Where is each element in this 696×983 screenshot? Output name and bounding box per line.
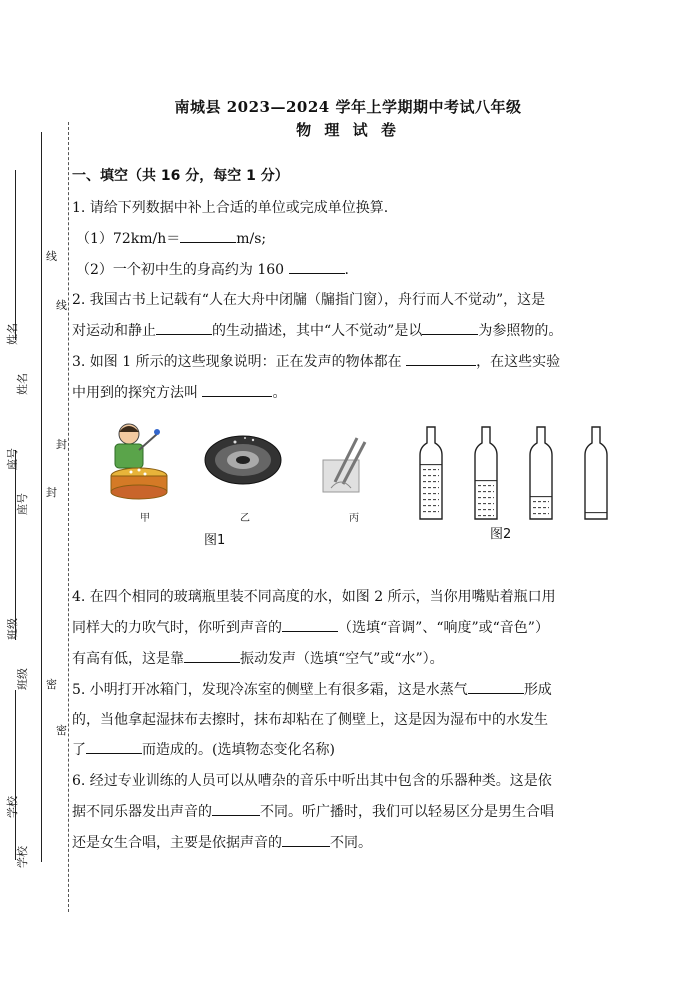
q6-line3 — [72, 828, 372, 859]
answer-blank[interactable] — [468, 679, 524, 694]
q1-part1-text: （1）72km/h＝ — [76, 231, 181, 247]
answer-blank[interactable] — [282, 832, 330, 847]
q1-part1 — [76, 224, 266, 255]
seal-char-line-2: 线 — [56, 299, 67, 312]
seat-label-2: 座号 — [16, 493, 29, 515]
class-label: 班级 — [6, 618, 19, 640]
q2-line2-a: 对运动和静止 — [72, 323, 156, 339]
binding-solid-line — [41, 132, 42, 862]
figure-1 — [95, 420, 395, 520]
answer-blank[interactable] — [180, 228, 236, 243]
q4-line3-a: 有高有低，这是靠 — [72, 651, 184, 667]
q1-part2-end: . — [344, 262, 349, 278]
q1-part2 — [76, 255, 349, 286]
binding-dashed-line — [68, 122, 69, 912]
bottle-1 — [420, 427, 442, 519]
q6-line2-a: 据不同乐器发出声音的 — [72, 804, 212, 820]
fig2-caption: 图2 — [490, 527, 512, 542]
q6-line3-b: 不同。 — [330, 835, 372, 851]
fig1-label-bing: 丙 — [349, 513, 359, 524]
seal-char-seal-2: 封 — [46, 486, 57, 499]
q6-line1: 6. 经过专业训练的人员可以从嘈杂的音乐中听出其中包含的乐器种类。这是依 — [72, 773, 552, 789]
name-label-2: 姓名 — [16, 373, 29, 395]
bottle-water — [475, 481, 497, 519]
seal-char-secret: 密 — [46, 678, 57, 691]
q4-line2-a: 同样大的力吹气时，你听到声音的 — [72, 620, 282, 636]
name-label: 姓名 — [6, 323, 19, 345]
boy-drum-illustration — [111, 424, 167, 499]
q2-line2-b: 的生动描述，其中“人不觉动”是以 — [212, 323, 423, 339]
section-heading: 一、填空（共 16 分，每空 1 分） — [72, 168, 289, 184]
tuning-fork-illustration — [323, 438, 365, 492]
q3-line1 — [72, 347, 560, 378]
answer-blank[interactable] — [184, 648, 240, 663]
bottle-water — [420, 465, 442, 519]
seat-label: 座号 — [6, 448, 19, 470]
q4-line3 — [72, 644, 444, 675]
q4-line2 — [72, 613, 549, 644]
bottle-water — [585, 513, 607, 519]
name-write-line — [15, 170, 16, 340]
answer-blank[interactable] — [202, 382, 272, 397]
q3-line1-b: ，在这些实验 — [476, 354, 561, 370]
q4-line2-b: （选填“音调”、“响度”或“音色”） — [338, 620, 549, 636]
q1-part1-unit: m/s; — [236, 231, 267, 247]
q1-stem: 1. 请给下列数据中补上合适的单位或完成单位换算. — [72, 200, 389, 216]
q3-line2-a: 中用到的探究方法叫 — [72, 385, 198, 401]
q3-line1-a: 3. 如图 1 所示的这些现象说明：正在发声的物体都在 — [72, 354, 402, 370]
q5-line3-a: 了 — [72, 742, 86, 758]
q3-line2-b: 。 — [272, 385, 287, 401]
bottle-4 — [585, 427, 607, 519]
speaker-illustration — [205, 436, 281, 484]
exam-subtitle: 物 理 试 卷 — [296, 121, 400, 139]
q5-line3-b: 而造成的。(选填物态变化名称) — [142, 742, 335, 758]
figure-2 — [410, 425, 620, 525]
q5-line2: 的，当他拿起湿抹布去擦时，抹布却粘在了侧壁上，这是因为湿布中的水发生 — [72, 712, 548, 728]
fig1-caption: 图1 — [204, 533, 226, 548]
answer-blank[interactable] — [212, 801, 260, 816]
answer-blank[interactable] — [406, 351, 476, 366]
q3-line2 — [72, 378, 286, 409]
q2-line2 — [72, 316, 562, 347]
answer-blank[interactable] — [86, 739, 142, 754]
q5-line1-a: 5. 小明打开冰箱门，发现冷冻室的侧壁上有很多霜，这是水蒸气 — [72, 682, 468, 698]
class-label-2: 班级 — [16, 668, 29, 690]
bottle-outline — [585, 427, 607, 519]
q6-line2-b: 不同。听广播时，我们可以轻易区分是男生合唱 — [260, 804, 554, 820]
q1-part2-text: （2）一个初中生的身高约为 160 — [76, 262, 285, 278]
q5-line3 — [72, 735, 335, 766]
q4-line3-b: 振动发声（选填“空气”或“水”）。 — [240, 651, 444, 667]
answer-blank[interactable] — [156, 320, 212, 335]
q2-line2-c: 为参照物的。 — [478, 323, 563, 339]
school-label-2: 学校 — [16, 846, 29, 868]
answer-blank[interactable] — [282, 617, 338, 632]
fig1-label-yi: 乙 — [240, 513, 250, 524]
bottle-3 — [530, 427, 552, 519]
exam-title: 南城县 2023—2024 学年上学期期中考试八年级 — [174, 98, 522, 116]
school-write-line — [15, 690, 16, 860]
seal-char-line: 线 — [46, 250, 57, 263]
answer-blank[interactable] — [422, 320, 478, 335]
q4-line1: 4. 在四个相同的玻璃瓶里装不同高度的水，如图 2 所示，当你用嘴贴着瓶口用 — [72, 589, 556, 605]
q6-line3-a: 还是女生合唱，主要是依据声音的 — [72, 835, 282, 851]
answer-blank[interactable] — [289, 259, 345, 274]
q5-line1-b: 形成 — [523, 682, 552, 698]
fig1-label-jia: 甲 — [140, 513, 150, 524]
seal-char-secret-2: 密 — [56, 724, 67, 737]
q6-line2 — [72, 797, 554, 828]
seal-char-seal: 封 — [56, 438, 67, 451]
school-label: 学校 — [6, 796, 19, 818]
class-write-line — [15, 450, 16, 640]
q2-line1: 2. 我国古书上记载有“人在大舟中闭牖（牖指门窗），舟行而人不觉动”，这是 — [72, 292, 546, 308]
q5-line1 — [72, 675, 552, 706]
bottle-2 — [475, 427, 497, 519]
